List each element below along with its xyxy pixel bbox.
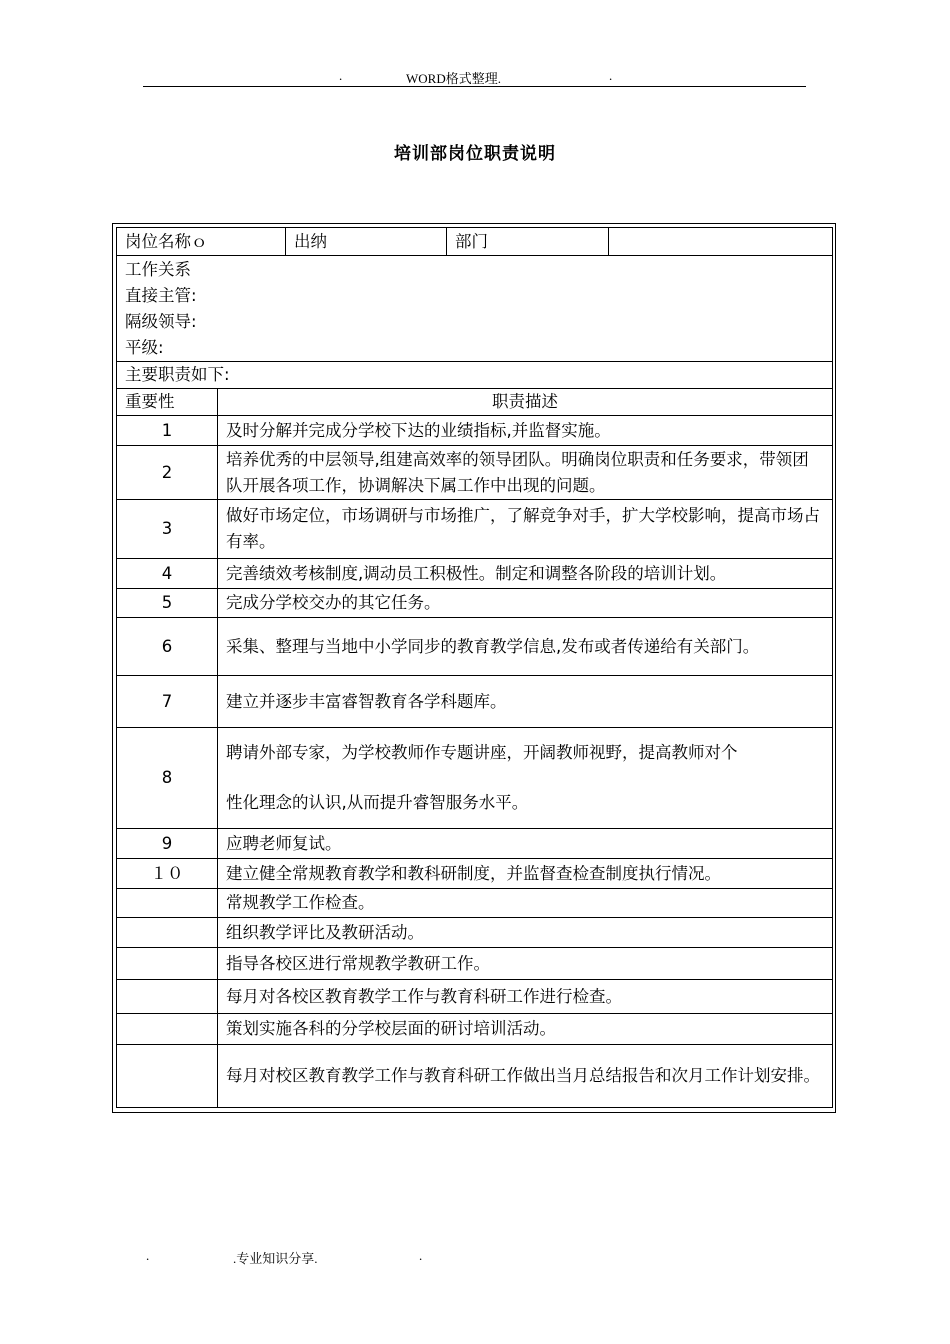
- duty-text: 采集、整理与当地中小学同步的教育教学信息,发布或者传递给有关部门。: [218, 618, 833, 676]
- duty-number: 9: [117, 829, 218, 859]
- duty-text: 培养优秀的中层领导,组建高效率的领导团队。明确岗位职责和任务要求，带领团队开展各项工作，协调解决下属工作中出现的问题。: [218, 446, 833, 500]
- direct-supervisor: 直接主管:: [125, 285, 197, 305]
- table-row: [117, 559, 833, 589]
- duty-number: [117, 889, 218, 918]
- table-row: [117, 859, 833, 889]
- table-row: [117, 1014, 833, 1045]
- table-row: [117, 618, 833, 676]
- duty-number: [117, 948, 218, 980]
- table-row: [117, 589, 833, 618]
- relations-row: [117, 256, 833, 362]
- job-description-table: [116, 227, 833, 1108]
- header-dot-right: .: [609, 68, 613, 83]
- duty-text: 组织教学评比及教研活动。: [218, 918, 833, 948]
- duty-text-continued: 性化理念的认识,从而提升睿智服务水平。: [226, 793, 529, 812]
- column-header-row: [117, 389, 833, 416]
- position-name-value: 出纳: [286, 228, 447, 256]
- duty-text: 策划实施各科的分学校层面的研讨培训活动。: [218, 1014, 833, 1045]
- duty-number: 5: [117, 589, 218, 618]
- duty-number: 2: [117, 446, 218, 500]
- job-description-frame: [112, 223, 836, 1113]
- table-row: [117, 500, 833, 559]
- table-row: [117, 980, 833, 1014]
- duty-number: １０: [117, 859, 218, 889]
- page-header: [143, 64, 806, 87]
- peer-level: 平级:: [125, 337, 164, 357]
- table-row: [117, 676, 833, 728]
- duty-text: 指导各校区进行常规教学教研工作。: [218, 948, 833, 980]
- duty-number: 7: [117, 676, 218, 728]
- table-row: [117, 918, 833, 948]
- header-text: WORD格式整理.: [406, 71, 501, 86]
- table-row: [117, 829, 833, 859]
- duty-number: 1: [117, 416, 218, 446]
- table-row: [117, 416, 833, 446]
- table-row: [117, 446, 833, 500]
- duty-text: 做好市场定位，市场调研与市场推广，了解竞争对手，扩大学校影响，提高市场占有率。: [218, 500, 833, 559]
- duties-heading: 主要职责如下:: [117, 362, 833, 389]
- duty-text: 及时分解并完成分学校下达的业绩指标,并监督实施。: [218, 416, 833, 446]
- duty-text: 建立并逐步丰富睿智教育各学科题库。: [218, 676, 833, 728]
- relations-heading: 工作关系: [125, 259, 191, 279]
- footer-text: .专业知识分享.: [233, 1251, 318, 1266]
- table-row: [117, 948, 833, 980]
- duty-number: 6: [117, 618, 218, 676]
- duty-number: 3: [117, 500, 218, 559]
- footer-dot-right: .: [419, 1248, 423, 1263]
- importance-header: 重要性: [117, 389, 218, 416]
- duty-number: [117, 1045, 218, 1108]
- page-footer: [0, 1248, 950, 1268]
- relations-cell: [117, 256, 833, 362]
- department-value: [609, 228, 833, 256]
- indirect-leader: 隔级领导:: [125, 311, 197, 331]
- duty-text: 完成分学校交办的其它任务。: [218, 589, 833, 618]
- duty-text: 应聘老师复试。: [218, 829, 833, 859]
- duty-number: 8: [117, 728, 218, 829]
- duty-text: 每月对校区教育教学工作与教育科研工作做出当月总结报告和次月工作计划安排。: [218, 1045, 833, 1108]
- duty-number: 4: [117, 559, 218, 589]
- duty-text: 建立健全常规教育教学和教科研制度，并监督查检查制度执行情况。: [218, 859, 833, 889]
- table-row: [117, 1045, 833, 1108]
- duty-number: [117, 1014, 218, 1045]
- duty-text: 常规教学工作检查。: [218, 889, 833, 918]
- duty-number: [117, 918, 218, 948]
- position-name-label: 岗位名称ｏ: [117, 228, 286, 256]
- table-row: [117, 889, 833, 918]
- duty-cell: [218, 728, 833, 829]
- department-label: 部门: [447, 228, 609, 256]
- duty-text: 聘请外部专家，为学校教师作专题讲座，开阔教师视野，提高教师对个: [226, 743, 738, 762]
- position-row: [117, 228, 833, 256]
- footer-dot-left: .: [146, 1248, 150, 1263]
- table-row: [117, 728, 833, 829]
- duty-text: 每月对各校区教育教学工作与教育科研工作进行检查。: [218, 980, 833, 1014]
- duties-heading-row: [117, 362, 833, 389]
- document-title: 培训部岗位职责说明: [394, 144, 556, 164]
- header-dot-left: .: [339, 68, 343, 83]
- description-header: 职责描述: [218, 389, 833, 416]
- duty-text: 完善绩效考核制度,调动员工积极性。制定和调整各阶段的培训计划。: [218, 559, 833, 589]
- duty-number: [117, 980, 218, 1014]
